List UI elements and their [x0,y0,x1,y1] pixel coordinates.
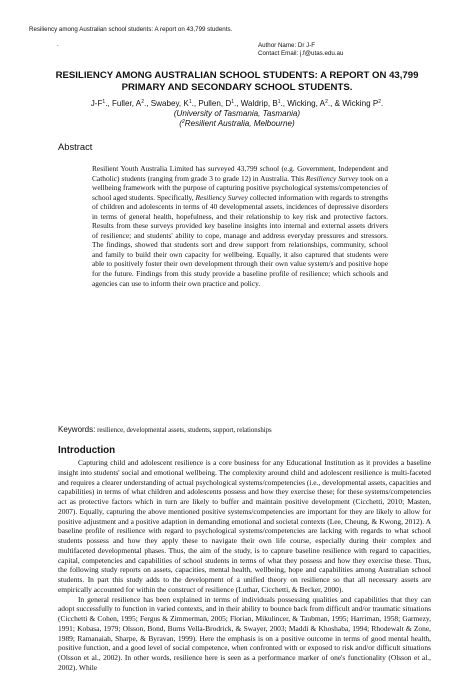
author-affiliation-number: 1 [102,99,106,105]
author-affiliation-number: 1 [188,99,192,105]
author-name: Wicking, $A^2$ [287,99,328,108]
author-affiliation-number: 2 [141,99,144,105]
abstract-heading: Abstract [58,141,93,152]
byline [20,99,454,129]
author-affiliation-number: 1 [277,99,281,105]
intro-paragraph-2: In general resilience has been explained in terms of individuals possessing qualities and capabilities that they can adopt successfully to function in varied contexts, and in their ability to bounce back from difficult and/or traumatic situations (Cicchetti & Cohen, 1995; Fergus & Zimmerman, 2005; Florian, Mikulincer, & Taubman, 1995; Harriman, 1958; Garmezy, 1991; Kobasa, 1979; Olsson, Bond, Burns Vella-Brodrick, & Swayer, 2003; Maddi & Khoshaba, 1994; Rhodewalt & Zone, 1989; Ramanaiah, Sharpe, & Byravan, 1999). Here the emphasis is on a positive outcome in terms of good mental health, positive function, and a good level of social competence, when confronted with or exposed to risk and/or difficult situations (Olsson et al., 2002). In other words, resilience here is seen as a performance marker of one's functionality (Olsson et al., 2002). While [58,594,431,672]
author-list: $J-F^1$., Fuller, $A^2$., Swabey, $K^1$., Pullen, $D^1$., Waldrip, $B^1$., Wicking, $A^2$., & Wicking $P^2$. [90,99,384,108]
author-email: Contact Email: j.f@utas.edu.au [258,50,344,57]
affiliation-2: ($^2$Resilient Australia, Melbourne) [179,119,295,128]
affiliation-1: (University of Tasmania, Tasmania) [173,109,301,118]
paper-title: RESILIENCY AMONG AUSTRALIAN SCHOOL STUDENTS: A REPORT ON 43,799 PRIMARY AND SECONDARY SCHOOL STUDENTS. [55,70,419,93]
keywords-label: Keywords: [58,425,96,434]
running-head: Resiliency among Australian school students: A report on 43,799 students. [29,26,233,33]
author-name: Wicking $P^2$ [342,99,382,108]
author-name: Author Name: Dr J-F [258,42,316,49]
author-name: Swabey, $K^1$ [150,99,192,108]
author-affiliation-number: 1 [231,99,234,105]
header-dot: . [57,42,59,48]
introduction-heading: Introduction [58,445,116,456]
author-name: Fuller, $A^2$ [111,99,144,108]
author-affiliation-number: 2 [378,99,382,105]
author-contact-block [258,42,343,58]
intro-paragraph-1: Capturing child and adolescent resilience is a core business for any Educational Institution as it provides a baseline insight into students' social and emotional wellbeing. The complexity around child and adolescent resilience is multi-faceted and requires a clearer understanding of actual psychological systems/competencies (i.e., developmental assets, capacities and capabilities) in terms of what children and adolescents possess and how they exercise these; for these systems/competencies act as protective factors which in turn are likely to buffer and maintain positive development (Cicchetti, 2010; Masten, 2007). Equally, capturing the above mentioned positive systems/competencies are important for they are likely to allow for positive adjustment and a positive adaption in demanding emotional and societal contexts (Lee, Cheung, & Kwong, 2012). A baseline profile of resilience with regard to psychological systems/competencies are lacking with regards to what school students possess and how they apply these to navigate their own life course, especially during their complex and multifaceted developmental phases. Thus, the aim of the study, is to capture baseline resilience with regard to capacities, capital, competencies and capabilities of school students in terms of what they possess and how they exercise these. Thus, the following study reports on assets, capacities, mental health, wellbeing, hope and capabilities among Australian school students. In part this study adds to the development of a unified theory on resilience so that all necessary assets are empirically accounted for within the construct of resilience (Luthar, Cicchetti, & Becker, 2000). [58,458,431,594]
author-name: Waldrip, $B^1$ [240,99,281,108]
introduction-body [58,458,431,673]
keywords-text: resilience, developmental assets, students, support, relationships [97,427,272,434]
abstract-body: Resilient Youth Australia Limited has surveyed 43,799 school (e.g. Government, Independent and Catholic) students (ranging from grade 3 to grade 12) in Australia. This Resiliency Survey took on a wellbeing framework with the purpose of capturing positive psychological systems/competencies of school aged students. Specifically, Resiliency Survey collected information with regards to strengths of children and adolescents in terms of 40 developmental assets, incidences of depressive disorders in terms of general health, hopefulness, and their relationship to key risk and protective factors. Results from these surveys provided key baseline insights into internal and external assets drivers of resilience; and students' ability to cope, manage and address everyday pressures and stressors. The findings, showed that students sort and drew support from relationships, community, school and family to build their own capacity for wellbeing. Equally, it also captured that students were able to positively foster their own development through their own value system/s and positive hope for the future. Findings from this study provide a baseline profile of resilience; which schools and agencies can use to inform their own practice and policy. [92,164,389,288]
author-affiliation-number: 2 [325,99,328,105]
author-name: $J-F^1$ [90,99,106,108]
author-name: Pullen, $D^1$ [198,99,234,108]
keywords-line [58,425,272,434]
